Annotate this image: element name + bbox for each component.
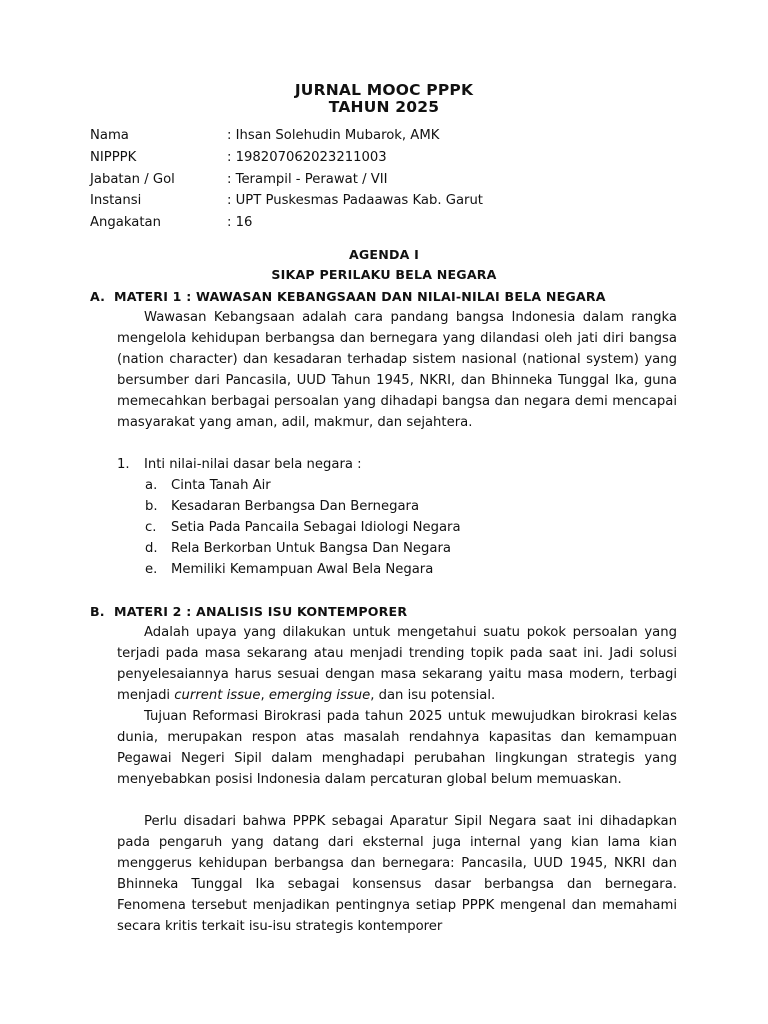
list-marker: b. (145, 499, 158, 514)
list-text: Setia Pada Pancaila Sebagai Idiologi Negara (171, 520, 461, 535)
identity-label: Instansi (90, 193, 142, 208)
section-b-paragraph-1 (117, 622, 677, 706)
paragraph-text: Adalah upaya yang dilakukan untuk mengetahui suatu pokok persoalan yang terjadi pada masa sekarang atau menjadi trending topik pada saat ini. Jadi solusi penyelesaiannya harus sesuai dengan masa sekarang yaitu masa modern, terbagi menjadi (117, 625, 677, 703)
document-year: TAHUN 2025 (328, 98, 440, 116)
identity-label: NIPPPK (90, 150, 137, 165)
identity-label: Jabatan / Gol (90, 172, 175, 187)
emphasis-term: emerging issue (268, 688, 371, 703)
list-item (145, 475, 271, 496)
section-title: MATERI 1 : WAWASAN KEBANGSAAN DAN NILAI-NILAI BELA NEGARA (114, 289, 606, 304)
identity-value: : UPT Puskesmas Padaawas Kab. Garut (227, 193, 483, 208)
list-text: Cinta Tanah Air (171, 478, 271, 493)
section-b-heading (90, 604, 407, 619)
agenda-title: AGENDA I (348, 247, 420, 262)
section-a-heading (90, 289, 606, 304)
list-text: Inti nilai-nilai dasar bela negara : (144, 457, 362, 472)
list-text: Rela Berkorban Untuk Bangsa Dan Negara (171, 541, 451, 556)
emphasis-term: current issue (174, 688, 261, 703)
section-letter: A. (90, 289, 106, 304)
identity-label: Nama (90, 128, 129, 143)
list-marker: d. (145, 541, 158, 556)
paragraph-text: Wawasan Kebangsaan adalah cara pandang bangsa Indonesia dalam rangka mengelola kehidupan berbangsa dan bernegara yang dilandasi oleh jati diri bangsa (nation character) dan kesadaran terhadap sistem nasional (national system) yang bersumber dari Pancasila, UUD Tahun 1945, NKRI, dan Bhinneka Tunggal Ika, guna memecahkan berbagai persoalan yang dihadapi bangsa dan negara demi mencapai masyarakat yang aman, adil, makmur, dan sejahtera. (117, 310, 677, 430)
section-letter: B. (90, 604, 105, 619)
identity-value: : Ihsan Solehudin Mubarok, AMK (227, 128, 440, 143)
list-item (145, 517, 461, 538)
separator: , (260, 688, 269, 703)
identity-value: : 16 (227, 215, 253, 230)
list-item (145, 538, 451, 559)
section-b-paragraph-3 (117, 811, 677, 937)
list-marker: c. (145, 520, 157, 535)
agenda-subtitle: SIKAP PERILAKU BELA NEGARA (271, 267, 497, 282)
paragraph-text: Tujuan Reformasi Birokrasi pada tahun 2025 untuk mewujudkan birokrasi kelas dunia, merupakan respon atas masalah rendahnya kapasitas dan kemampuan Pegawai Negeri Sipil dalam menghadapi perubahan lingkungan strategis yang menyebabkan posisi Indonesia dalam percaturan global belum memuaskan. (117, 709, 677, 787)
list-text: Kesadaran Berbangsa Dan Bernegara (171, 499, 420, 514)
paragraph-text: Perlu disadari bahwa PPPK sebagai Aparatur Sipil Negara saat ini dihadapkan pada pengaruh yang datang dari eksternal juga internal yang kian lama kian menggerus kehidupan berbangsa dan bernegara: Pancasila, UUD 1945, NKRI dan Bhinneka Tunggal Ika sebagai konsensus dasar berbangsa dan bernegara. Fenomena tersebut menjadikan pentingnya setiap PPPK mengenal dan memahami secara kritis terkait isu-isu strategis kontemporer (117, 814, 677, 934)
list-marker: a. (145, 478, 158, 493)
identity-value: : Terampil - Perawat / VII (227, 172, 388, 187)
identity-label: Angakatan (90, 215, 161, 230)
list-item (117, 454, 362, 475)
section-b-paragraph-2 (117, 706, 677, 790)
list-item (145, 559, 433, 580)
paragraph-text: , dan isu potensial. (370, 688, 496, 703)
section-title: MATERI 2 : ANALISIS ISU KONTEMPORER (114, 604, 408, 619)
identity-value: : 198207062023211003 (227, 150, 387, 165)
document-title: JURNAL MOOC PPPK (294, 81, 474, 99)
list-marker: 1. (117, 457, 130, 472)
section-a-paragraph (117, 307, 677, 433)
list-marker: e. (145, 562, 158, 577)
list-text: Memiliki Kemampuan Awal Bela Negara (171, 562, 434, 577)
list-item (145, 496, 419, 517)
